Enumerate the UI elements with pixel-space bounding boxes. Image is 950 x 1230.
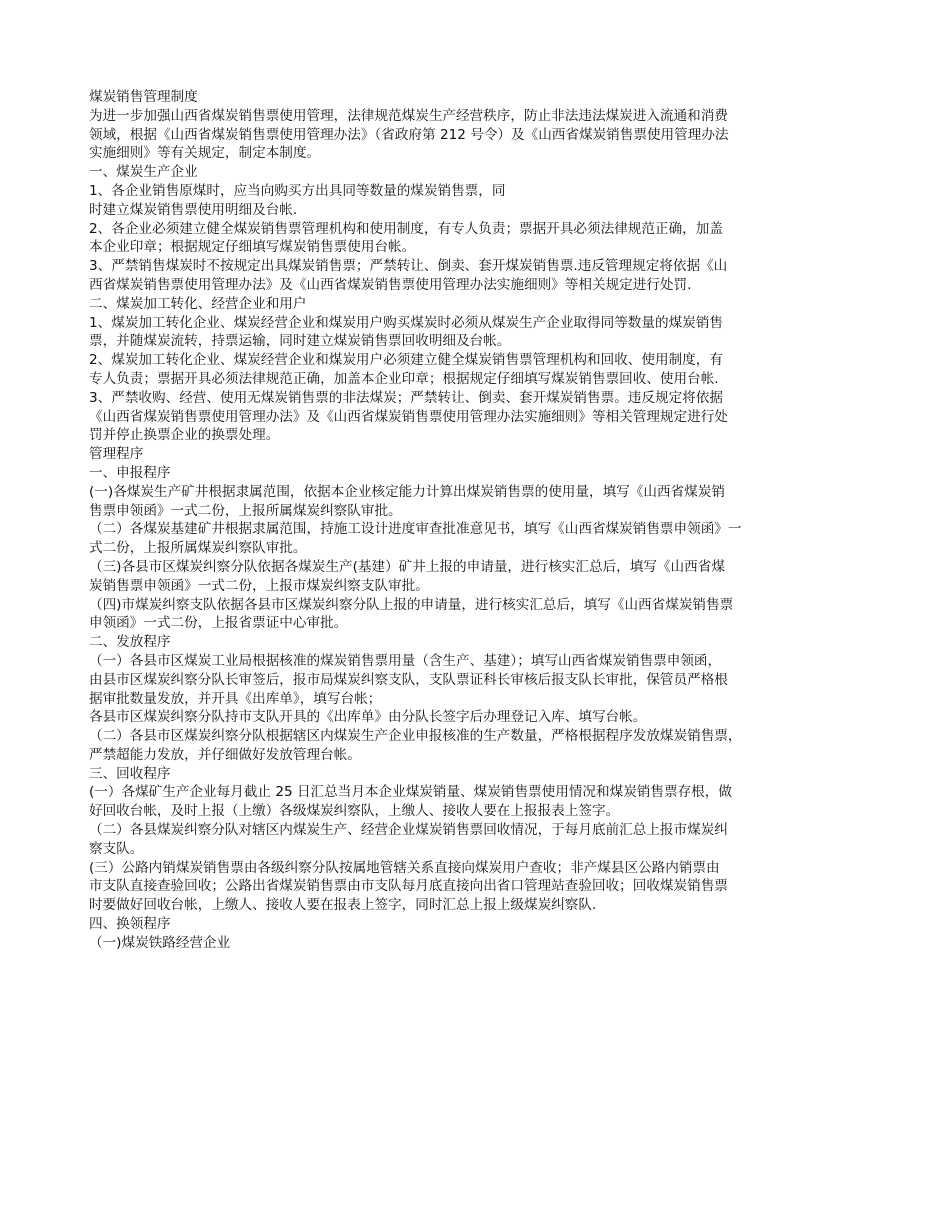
text-line: 好回收台帐，及时上报（上缴）各级煤炭纠察队，上缴人、接收人要在上报报表上签字。 — [89, 803, 620, 820]
section-heading: 管理程序 — [89, 446, 144, 463]
text-line: 申领函》一式二份，上报省票证中心审批。 — [89, 615, 348, 632]
text-line: 式二份，上报所属煤炭纠察队审批。 — [89, 540, 307, 557]
text-line: 2、各企业必须建立健全煤炭销售票管理机构和使用制度，有专人负责；票据开具必须法律规范正确，加盖 — [89, 220, 723, 237]
text-line: 票，并随煤炭流转，持票运输，同时建立煤炭销售票回收明细及台帐。 — [89, 333, 511, 350]
text-line: 严禁超能力发放，并仔细做好发放管理台帐。 — [89, 746, 361, 763]
text-line: （一）各县市区煤炭工业局根据核准的煤炭销售票用量（含生产、基建）；填写山西省煤炭销售票申领函， — [89, 652, 722, 669]
text-line: （二）各县市区煤炭纠察分队根据辖区内煤炭生产企业申报核准的生产数量，严格根据程序发放煤炭销售票， — [89, 728, 742, 745]
text-line: 为进一步加强山西省煤炭销售票使用管理，法律规范煤炭生产经营秩序，防止非法违法煤炭进入流通和消费 — [89, 107, 728, 124]
section-heading: 三、回收程序 — [89, 765, 171, 782]
text-line: 各县市区煤炭纠察分队持市支队开具的《出库单》由分队长签字后办理登记入库、填写台帐。 — [89, 709, 647, 726]
text-line: 察支队。 — [89, 840, 144, 857]
text-line: （三)各县市区煤炭纠察分队依据各煤炭生产(基建）矿井上报的申请量，进行核实汇总后，填写《山西省煤 — [89, 558, 725, 575]
text-line: 2、煤炭加工转化企业、煤炭经营企业和煤炭用户必须建立健全煤炭销售票管理机构和回收、使用制度，有 — [89, 352, 723, 369]
section-heading: 二、发放程序 — [89, 634, 171, 651]
text-line: 领域，根据《山西省煤炭销售票使用管理办法》（省政府第 212 号令）及《山西省煤炭销售票使用管理办法 — [89, 126, 729, 143]
text-line: 时要做好回收台帐，上缴人、接收人要在报表上签字，同时汇总上报上级煤炭纠察队. — [89, 897, 597, 914]
text-line: 炭销售票申领函》一式二份，上报市煤炭纠察支队审批。 — [89, 577, 429, 594]
text-line: 时建立煤炭销售票使用明细及台帐. — [89, 201, 298, 218]
text-line: 售票申领函》一式二份，上报所属煤炭纠察队审批。 — [89, 502, 402, 519]
text-line: （二）各煤炭基建矿井根据隶属范围，持施工设计进度审查批准意见书，填写《山西省煤炭销售票申领函》一 — [89, 521, 742, 538]
text-line: (三）公路内销煤炭销售票由各级纠察分队按属地管辖关系直接向煤炭用户查收；非产煤县区公路内销票由 — [89, 859, 720, 876]
text-line: 专人负责；票据开具必须法律规范正确，加盖本企业印章；根据规定仔细填写煤炭销售票回收、使用台帐. — [89, 370, 719, 387]
text-line: 3、严禁收购、经营、使用无煤炭销售票的非法煤炭；严禁转让、倒卖、套开煤炭销售票。违反规定将依据 — [89, 389, 723, 406]
text-line: 由县市区煤炭纠察分队长审签后，报市局煤炭纠察支队，支队票证科长审核后报支队长审批，保管员严格根 — [89, 671, 728, 688]
text-line: 本企业印章；根据规定仔细填写煤炭销售票使用台帐。 — [89, 239, 416, 256]
text-line: （一)煤炭铁路经营企业 — [89, 934, 231, 951]
section-heading: 一、申报程序 — [89, 464, 171, 481]
text-line: 罚并停止换票企业的换票处理。 — [89, 427, 280, 444]
section-heading: 一、煤炭生产企业 — [89, 164, 198, 181]
text-line: （二）各县煤炭纠察分队对辖区内煤炭生产、经营企业煤炭销售票回收情况，于每月底前汇总上报市煤炭纠 — [89, 822, 728, 839]
text-line: (一）各煤矿生产企业每月截止 25 日汇总当月本企业煤炭销量、煤炭销售票使用情况和煤炭销售票存根，做 — [89, 784, 732, 801]
text-line: 3、严禁销售煤炭时不按规定出具煤炭销售票；严禁转让、倒卖、套开煤炭销售票.违反管理规定将依据《山 — [89, 258, 728, 275]
text-line: （四)市煤炭纠察支队依据各县市区煤炭纠察分队上报的申请量，进行核实汇总后，填写《山西省煤炭销售票 — [89, 596, 734, 613]
text-line: 据审批数量发放，并开具《出库单》，填写台帐； — [89, 690, 382, 707]
text-line: 实施细则》等有关规定，制定本制度。 — [89, 145, 321, 162]
section-heading: 二、煤炭加工转化、经营企业和用户 — [89, 295, 307, 312]
text-line: 西省煤炭销售票使用管理办法》及《山西省煤炭销售票使用管理办法实施细则》等相关规定进行处罚. — [89, 276, 692, 293]
section-heading: 四、换领程序 — [89, 916, 171, 933]
text-line: 1、各企业销售原煤时，应当向购买方出具同等数量的煤炭销售票，同 — [89, 182, 506, 199]
text-line: 市支队直接查验回收；公路出省煤炭销售票由市支队每月底直接向出省口管理站查验回收；回收煤炭销售票 — [89, 878, 728, 895]
text-line: 《山西省煤炭销售票使用管理办法》及《山西省煤炭销售票使用管理办法实施细则》等相关管理规定进行处 — [89, 408, 728, 425]
text-line: 1、煤炭加工转化企业、煤炭经营企业和煤炭用户购买煤炭时必须从煤炭生产企业取得同等数量的煤炭销售 — [89, 314, 723, 331]
document-body — [89, 88, 869, 953]
doc-title: 煤炭销售管理制度 — [89, 89, 198, 105]
text-line: (一)各煤炭生产矿井根据隶属范围，依据本企业核定能力计算出煤炭销售票的使用量，填写《山西省煤炭销 — [89, 483, 725, 500]
